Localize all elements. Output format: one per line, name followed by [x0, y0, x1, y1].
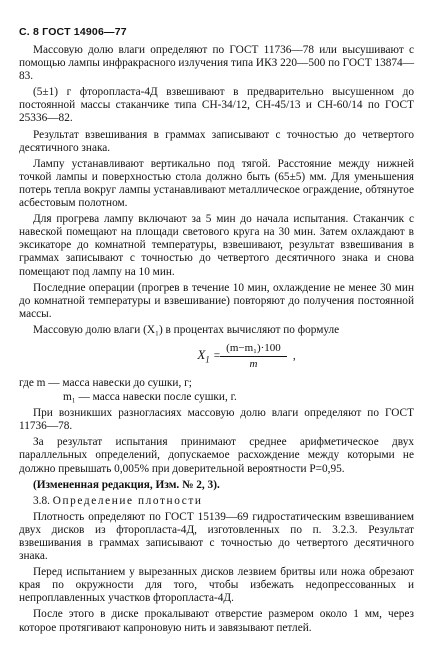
- moisture-formula: [79, 340, 414, 374]
- formula-legend-line: где m — масса навески до сушки, г;: [19, 376, 192, 389]
- paragraph: (5±1) г фторопласта-4Д взвешивают в предварительно высушенном до постоянной массы стаканчике типа СН-34/12, СН-45/13 и СН-60/14 по ГОСТ 25336—82.: [19, 86, 414, 125]
- formula-lhs: [197, 348, 209, 367]
- paragraph: Плотность определяют по ГОСТ 15139—69 гидростатическим взвешиванием двух дисков из фторопласта-4Д, изготовленных по п. 3.2.3. Результат взвешивания в граммах записывают с точностью до четвертого десятичного знака.: [19, 510, 414, 563]
- formula-legend-line: m₁ — масса навески после сушки, г.: [63, 391, 237, 404]
- section-heading: [19, 495, 414, 508]
- amendment-note: (Измененная редакция, Изм. № 2, 3).: [33, 478, 220, 491]
- document-body: [19, 44, 414, 638]
- formula-lhs-symbol: X: [197, 346, 206, 362]
- formula-lhs-subscript: 1: [205, 354, 210, 365]
- formula-denominator: m: [249, 358, 258, 371]
- paragraph: Массовую долю влаги определяют по ГОСТ 11736—78 или высушивают с помощью лампы инфракрасного излучения типа ИКЗ 220—500 по ГОСТ 13874—83.: [19, 44, 414, 83]
- paragraph: После этого в диске прокалывают отверстие размером около 1 мм, через которое протягивают капроновую нить и завязывают петлей.: [19, 608, 414, 634]
- formula-equals: =: [213, 350, 221, 363]
- paragraph: Лампу устанавливают вертикально под тягой. Расстояние между нижней точкой лампы и поверхностью стола должно быть (65±5) мм. Для уменьшения потерь тепла вокруг лампы устанавливают металлическое ограждение, обтянутое асбестовым полотном.: [19, 157, 414, 210]
- section-title: Определение плотности: [52, 494, 203, 507]
- paragraph: Массовую долю влаги (X₁) в процентах вычисляют по формуле: [33, 323, 340, 336]
- paragraph: Результат взвешивания в граммах записывают с точностью до четвертого десятичного знака.: [19, 128, 414, 154]
- paragraph: При возникших разногласиях массовую долю влаги определяют по ГОСТ 11736—78.: [19, 407, 414, 433]
- formula-trailing-comma: ,: [292, 350, 296, 363]
- formula-fraction: [220, 342, 287, 371]
- paragraph: За результат испытания принимают среднее арифметическое двух параллельных определений, допускаемое расхождение между которыми не должно превышать 0,005% при доверительной вероятности P=0,95.: [19, 436, 414, 475]
- paragraph: Перед испытанием у вырезанных дисков лезвием бритвы или ножа обрезают края по окружности для того, чтобы избежать недопрессованных и непроплавленных участков фторопласта-4Д.: [19, 566, 414, 605]
- formula-numerator: (m−m₁)·100: [220, 342, 287, 357]
- section-number: 3.8.: [33, 494, 50, 507]
- page-header: С. 8 ГОСТ 14906—77: [19, 26, 127, 38]
- paragraph: Последние операции (прогрев в течение 10 мин, охлаждение не менее 30 мин до комнатной температуры и взвешивание) повторяют до получения постоянной массы.: [19, 281, 414, 320]
- paragraph: Для прогрева лампу включают за 5 мин до начала испытания. Стаканчик с навеской помещают на площади светового круга на 30 мин. Затем охлаждают в эксикаторе до комнатной температуры, взвешивают, результат взвешивания в граммах записывают с точностью до четвертого десятичного знака и снова помещают под лампу на 10 мин.: [19, 213, 414, 278]
